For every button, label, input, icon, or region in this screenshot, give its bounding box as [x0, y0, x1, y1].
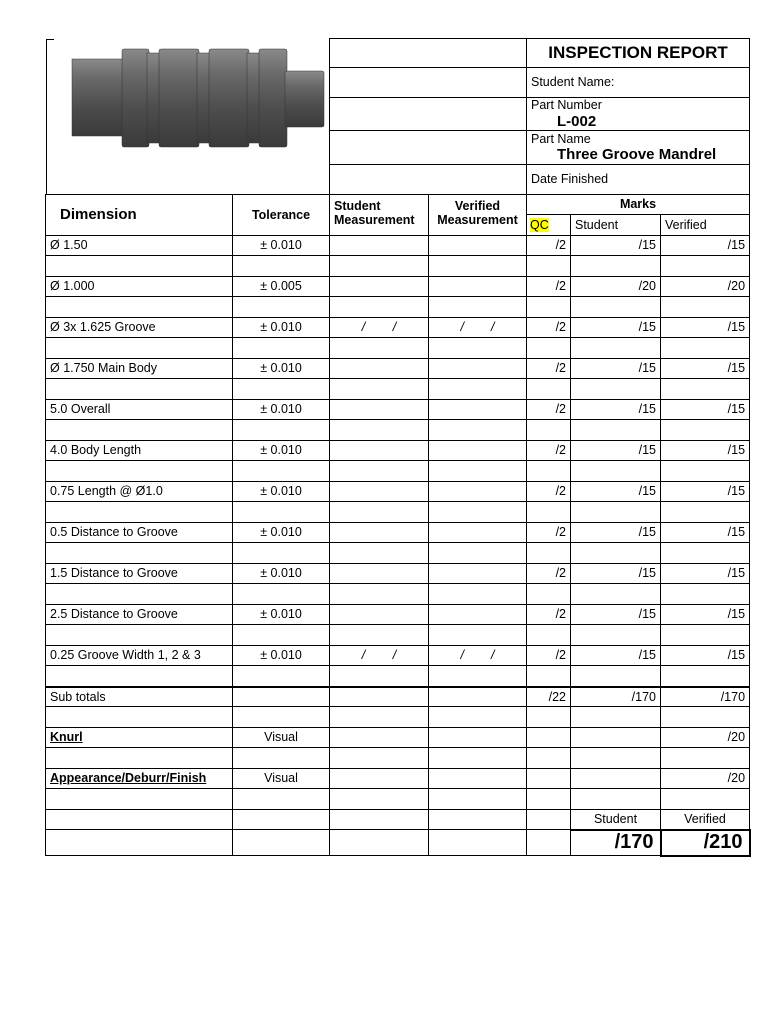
blank-cell: [527, 584, 571, 605]
student-measurement-cell[interactable]: [330, 605, 429, 625]
blank-cell: [527, 379, 571, 400]
part-name-label: Part Name: [531, 131, 591, 146]
verified-marks: /15: [661, 359, 750, 379]
blank-cell: [330, 297, 429, 318]
report-title: INSPECTION REPORT: [527, 39, 750, 68]
blank-row: [46, 256, 750, 277]
blank-cell: [527, 297, 571, 318]
verified-measurement-cell[interactable]: [429, 482, 527, 502]
blank-cell: [46, 666, 233, 687]
subtotals-student-measurement: [330, 687, 429, 707]
slash-mark: /: [392, 320, 397, 335]
blank-cell: [527, 338, 571, 359]
blank-cell: [233, 338, 330, 359]
blank-cell: [661, 420, 750, 441]
verified-marks: /15: [661, 441, 750, 461]
tolerance-value: ± 0.010: [233, 236, 330, 256]
part-number-cell: [527, 98, 750, 131]
knurl-verified-measurement[interactable]: [429, 728, 527, 748]
verified-measurement-cell[interactable]: [429, 441, 527, 461]
student-marks: /15: [571, 605, 661, 625]
blank-cell: [527, 789, 571, 810]
knurl-verified-marks: /20: [661, 728, 750, 748]
blank-cell: [661, 297, 750, 318]
dimension-label: 2.5 Distance to Groove: [46, 605, 233, 625]
blank-row: [46, 379, 750, 400]
verified-marks-header: Verified: [661, 215, 750, 236]
blank-cell: [233, 543, 330, 564]
slash-marks: [334, 320, 424, 334]
tolerance-value: ± 0.010: [233, 646, 330, 666]
blank-cell: [661, 461, 750, 482]
blank-cell: [571, 297, 661, 318]
dimension-label: 0.5 Distance to Groove: [46, 523, 233, 543]
blank-cell: [233, 748, 330, 769]
slash-mark: /: [361, 648, 366, 663]
slash-mark: /: [460, 320, 464, 335]
blank-cell: [46, 543, 233, 564]
slash-mark: /: [491, 648, 495, 663]
tolerance-value: ± 0.005: [233, 277, 330, 297]
tolerance-value: ± 0.010: [233, 441, 330, 461]
qc-marks: /2: [527, 482, 571, 502]
blank-cell: [429, 707, 527, 728]
blank-cell: [571, 338, 661, 359]
blank-cell: [661, 502, 750, 523]
blank-cell: [429, 338, 527, 359]
blank-cell: [571, 789, 661, 810]
tolerance-value: ± 0.010: [233, 605, 330, 625]
blank-cell: [661, 584, 750, 605]
slash-mark: /: [361, 320, 366, 335]
verified-measurement-cell[interactable]: [429, 318, 527, 338]
blank-cell: [661, 707, 750, 728]
blank-cell: [233, 830, 330, 856]
tolerance-value: ± 0.010: [233, 400, 330, 420]
blank-cell: [46, 338, 233, 359]
header-blank-4: [330, 131, 527, 165]
blank-cell: [330, 543, 429, 564]
verified-marks: /15: [661, 564, 750, 584]
marks-header: Marks: [527, 195, 750, 215]
knurl-qc: [527, 728, 571, 748]
dimension-row: [46, 482, 750, 502]
student-measurement-header-line2: Measurement: [334, 213, 415, 228]
dimension-row: [46, 523, 750, 543]
blank-cell: [527, 748, 571, 769]
dimension-row: [46, 277, 750, 297]
blank-cell: [429, 748, 527, 769]
total-verified-label: Verified: [661, 810, 750, 830]
student-measurement-cell[interactable]: [330, 523, 429, 543]
dimension-label: Ø 1.000: [46, 277, 233, 297]
student-measurement-cell[interactable]: [330, 441, 429, 461]
blank-cell: [571, 461, 661, 482]
blank-row: [46, 625, 750, 646]
subtotals-label: Sub totals: [46, 687, 233, 707]
dimension-row: [46, 441, 750, 461]
blank-cell: [233, 666, 330, 687]
student-name-field[interactable]: Student Name:: [527, 68, 750, 98]
tolerance-value: ± 0.010: [233, 564, 330, 584]
blank-cell: [527, 707, 571, 728]
inspection-report-table: [45, 38, 751, 857]
blank-row: [46, 420, 750, 441]
student-measurement-cell[interactable]: [330, 564, 429, 584]
appearance-student-marks[interactable]: [571, 769, 661, 789]
header-blank-5: [330, 165, 527, 195]
blank-cell: [233, 379, 330, 400]
student-marks: /15: [571, 482, 661, 502]
dimension-label: Ø 1.750 Main Body: [46, 359, 233, 379]
blank-cell: [330, 666, 429, 687]
mandrel-part-image: [46, 39, 330, 194]
blank-cell: [571, 666, 661, 687]
blank-cell: [233, 810, 330, 830]
student-marks: /15: [571, 564, 661, 584]
part-number-value: L-002: [557, 112, 597, 130]
blank-cell: [330, 420, 429, 441]
slash-mark: /: [392, 648, 397, 663]
student-measurement-cell[interactable]: [330, 400, 429, 420]
blank-row: [46, 461, 750, 482]
total-student: /170: [571, 830, 661, 856]
qc-marks: /2: [527, 564, 571, 584]
appearance-qc: [527, 769, 571, 789]
student-marks: /15: [571, 236, 661, 256]
blank-cell: [661, 789, 750, 810]
blank-cell: [527, 256, 571, 277]
dimension-label: 1.5 Distance to Groove: [46, 564, 233, 584]
blank-cell: [571, 748, 661, 769]
knurl-tolerance: Visual: [233, 728, 330, 748]
dimension-label: 4.0 Body Length: [46, 441, 233, 461]
blank-row: [46, 666, 750, 687]
dimension-label: Ø 3x 1.625 Groove: [46, 318, 233, 338]
blank-cell: [330, 707, 429, 728]
blank-cell: [661, 748, 750, 769]
blank-cell: [429, 420, 527, 441]
student-measurement-cell[interactable]: [330, 236, 429, 256]
dimension-row: [46, 564, 750, 584]
header-blank-2: [330, 68, 527, 98]
blank-cell: [429, 297, 527, 318]
qc-marks: /2: [527, 236, 571, 256]
blank-cell: [429, 461, 527, 482]
blank-cell: [46, 810, 233, 830]
blank-cell: [661, 666, 750, 687]
appearance-student-measurement[interactable]: [330, 769, 429, 789]
subtotals-verified-measurement: [429, 687, 527, 707]
qc-marks: /2: [527, 277, 571, 297]
tolerance-value: ± 0.010: [233, 318, 330, 338]
blank-cell: [661, 543, 750, 564]
blank-cell: [46, 379, 233, 400]
verified-measurement-cell[interactable]: [429, 523, 527, 543]
blank-cell: [330, 256, 429, 277]
verified-marks: /20: [661, 277, 750, 297]
student-marks: /15: [571, 646, 661, 666]
header-blank-3: [330, 98, 527, 131]
blank-cell: [571, 502, 661, 523]
dimension-row: [46, 605, 750, 625]
blank-cell: [661, 256, 750, 277]
dimension-label: 0.75 Length @ Ø1.0: [46, 482, 233, 502]
knurl-student-measurement[interactable]: [330, 728, 429, 748]
part-name-cell: [527, 131, 750, 165]
verified-measurement-header-line2: Measurement: [437, 213, 518, 228]
dimension-row: [46, 400, 750, 420]
qc-header: [527, 215, 571, 236]
tolerance-value: ± 0.010: [233, 482, 330, 502]
blank-cell: [46, 461, 233, 482]
blank-cell: [571, 379, 661, 400]
qc-marks: /2: [527, 605, 571, 625]
slash-marks: [433, 648, 522, 662]
blank-cell: [527, 810, 571, 830]
student-measurement-cell[interactable]: [330, 318, 429, 338]
blank-cell: [46, 502, 233, 523]
blank-cell: [429, 789, 527, 810]
subtotals-tolerance: [233, 687, 330, 707]
student-marks: /15: [571, 523, 661, 543]
blank-cell: [330, 830, 429, 856]
blank-cell: [571, 420, 661, 441]
part-number-label: Part Number: [531, 98, 602, 113]
qc-marks: /2: [527, 359, 571, 379]
blank-cell: [46, 625, 233, 646]
student-marks: /15: [571, 400, 661, 420]
tolerance-value: ± 0.010: [233, 359, 330, 379]
blank-cell: [330, 502, 429, 523]
subtotals-student: /170: [571, 687, 661, 707]
blank-row: [46, 502, 750, 523]
verified-marks: /15: [661, 605, 750, 625]
date-finished-field[interactable]: Date Finished: [527, 165, 750, 195]
slash-mark: /: [491, 320, 495, 335]
blank-cell: [429, 256, 527, 277]
blank-cell: [527, 502, 571, 523]
blank-cell: [661, 625, 750, 646]
student-measurement-header: [330, 195, 429, 236]
blank-cell: [527, 543, 571, 564]
student-measurement-cell[interactable]: [330, 277, 429, 297]
verified-marks: /15: [661, 482, 750, 502]
blank-cell: [330, 461, 429, 482]
dimension-row: [46, 236, 750, 256]
verified-marks: /15: [661, 646, 750, 666]
student-measurement-header-line1: Student: [334, 199, 381, 213]
blank-cell: [571, 625, 661, 646]
dimension-label: 0.25 Groove Width 1, 2 & 3: [46, 646, 233, 666]
verified-measurement-cell[interactable]: [429, 277, 527, 297]
verified-measurement-cell[interactable]: [429, 564, 527, 584]
blank-cell: [46, 748, 233, 769]
blank-cell: [233, 625, 330, 646]
appearance-verified-measurement[interactable]: [429, 769, 527, 789]
dimension-row: [46, 318, 750, 338]
blank-cell: [330, 584, 429, 605]
blank-cell: [233, 584, 330, 605]
blank-cell: [571, 707, 661, 728]
blank-cell: [429, 810, 527, 830]
blank-cell: [429, 379, 527, 400]
verified-measurement-cell[interactable]: [429, 359, 527, 379]
appearance-verified-marks: /20: [661, 769, 750, 789]
verified-measurement-header: [429, 195, 527, 236]
blank-cell: [330, 338, 429, 359]
dimension-label: Ø 1.50: [46, 236, 233, 256]
blank-cell: [527, 625, 571, 646]
blank-cell: [46, 707, 233, 728]
blank-cell: [330, 810, 429, 830]
blank-cell: [233, 461, 330, 482]
blank-cell: [233, 297, 330, 318]
student-measurement-cell[interactable]: [330, 359, 429, 379]
subtotals-verified: /170: [661, 687, 750, 707]
blank-cell: [46, 584, 233, 605]
blank-cell: [429, 666, 527, 687]
blank-cell: [571, 256, 661, 277]
blank-cell: [233, 420, 330, 441]
tolerance-header: Tolerance: [233, 195, 330, 236]
blank-cell: [330, 625, 429, 646]
blank-cell: [661, 338, 750, 359]
blank-cell: [527, 461, 571, 482]
verified-measurement-cell[interactable]: [429, 236, 527, 256]
blank-cell: [233, 256, 330, 277]
student-marks: /20: [571, 277, 661, 297]
blank-cell: [429, 625, 527, 646]
knurl-student-marks[interactable]: [571, 728, 661, 748]
student-marks: /15: [571, 318, 661, 338]
blank-row: [46, 297, 750, 318]
verified-measurement-cell[interactable]: [429, 646, 527, 666]
blank-cell: [527, 830, 571, 856]
verified-marks: /15: [661, 236, 750, 256]
blank-cell: [429, 584, 527, 605]
student-marks: /15: [571, 359, 661, 379]
blank-cell: [233, 707, 330, 728]
blank-cell: [330, 789, 429, 810]
dimension-label: 5.0 Overall: [46, 400, 233, 420]
qc-marks: /2: [527, 523, 571, 543]
blank-cell: [46, 256, 233, 277]
blank-cell: [571, 543, 661, 564]
blank-row: [46, 338, 750, 359]
blank-cell: [46, 789, 233, 810]
blank-cell: [429, 543, 527, 564]
tolerance-value: ± 0.010: [233, 523, 330, 543]
verified-measurement-cell[interactable]: [429, 605, 527, 625]
verified-marks: /15: [661, 400, 750, 420]
blank-cell: [429, 830, 527, 856]
verified-measurement-cell[interactable]: [429, 400, 527, 420]
verified-marks: /15: [661, 318, 750, 338]
qc-marks: /2: [527, 318, 571, 338]
qc-header-label: QC: [530, 217, 549, 232]
header-blank-1: [330, 39, 527, 68]
dimension-row: [46, 359, 750, 379]
verified-marks: /15: [661, 523, 750, 543]
slash-mark: /: [460, 648, 464, 663]
blank-cell: [233, 789, 330, 810]
qc-marks: /2: [527, 646, 571, 666]
dimension-row: [46, 646, 750, 666]
slash-marks: [334, 648, 424, 662]
subtotals-qc: /22: [527, 687, 571, 707]
verified-measurement-header-line1: Verified: [454, 199, 501, 213]
blank-cell: [527, 420, 571, 441]
student-measurement-cell[interactable]: [330, 482, 429, 502]
student-measurement-cell[interactable]: [330, 646, 429, 666]
blank-cell: [233, 502, 330, 523]
knurl-label: Knurl: [46, 728, 233, 748]
part-image-cell: [46, 39, 330, 195]
total-student-label: Student: [571, 810, 661, 830]
blank-cell: [571, 584, 661, 605]
appearance-tolerance: Visual: [233, 769, 330, 789]
qc-marks: /2: [527, 441, 571, 461]
appearance-label: Appearance/Deburr/Finish: [46, 769, 233, 789]
blank-cell: [46, 297, 233, 318]
blank-cell: [46, 830, 233, 856]
blank-cell: [429, 502, 527, 523]
blank-cell: [527, 666, 571, 687]
blank-cell: [330, 379, 429, 400]
part-name-value: Three Groove Mandrel: [557, 146, 717, 164]
blank-cell: [661, 379, 750, 400]
dimension-header: Dimension: [46, 195, 233, 236]
total-verified: /210: [661, 830, 750, 856]
blank-row: [46, 584, 750, 605]
student-marks: /15: [571, 441, 661, 461]
slash-marks: [433, 320, 522, 334]
student-marks-header: Student: [571, 215, 661, 236]
qc-marks: /2: [527, 400, 571, 420]
blank-cell: [330, 748, 429, 769]
blank-row: [46, 543, 750, 564]
blank-cell: [46, 420, 233, 441]
